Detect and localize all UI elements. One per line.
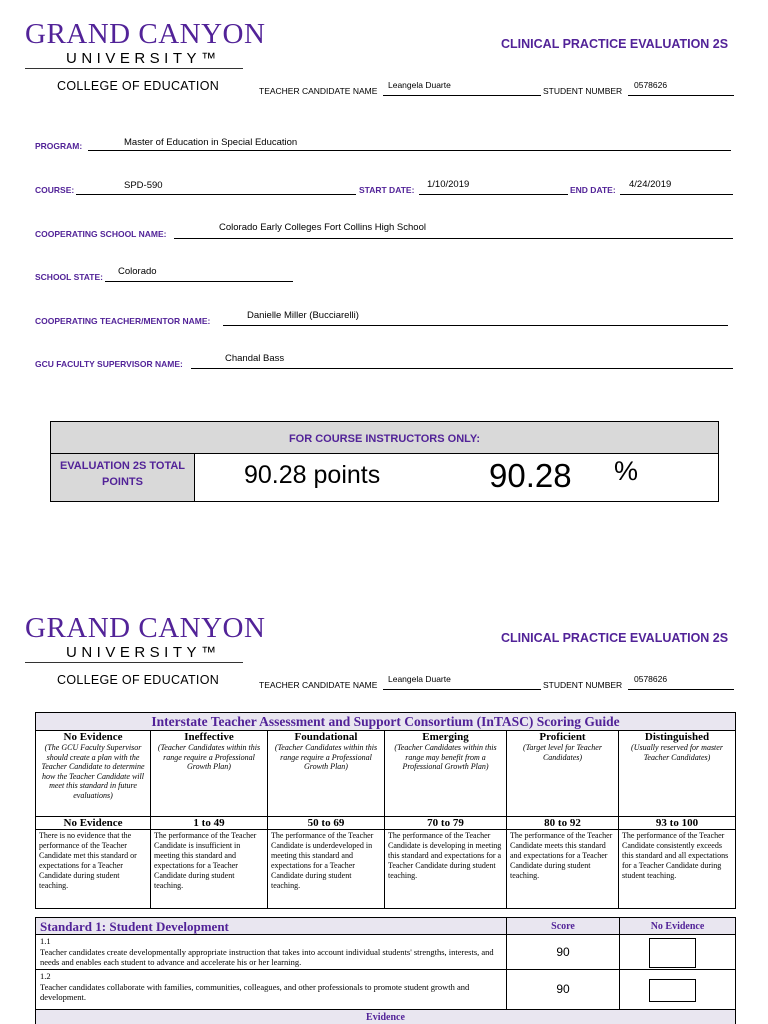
scoring-guide-columns [36,731,735,908]
evaluation-title: CLINICAL PRACTICE EVALUATION 2S [501,37,729,51]
gcu-logo-subtext: UNIVERSITY™ [66,50,221,67]
scoring-level-name: Ineffective [184,731,234,743]
cooperating-teacher-label: COOPERATING TEACHER/MENTOR NAME: [35,316,211,326]
scoring-level-header-cell [507,731,618,817]
no-evidence-column-header: No Evidence [619,918,735,935]
start-date-line [419,194,568,195]
standard-1-title: Standard 1: Student Development [40,919,229,934]
scoring-level-column [151,731,268,908]
start-date-label: START DATE: [359,185,415,195]
candidate-name-line [383,95,541,96]
gcu-logo-wordmark: GRAND CANYON [25,18,266,50]
scoring-level-description: There is no evidence that the performance of the Teacher Candidate met this standard or expectations for a Teacher Candidate during student teaching. [39,831,137,890]
percent-sign: % [614,456,639,486]
logo-divider [25,68,243,69]
scoring-level-column [268,731,385,908]
scoring-level-note: (Teacher Candidates within this range require a Professional Growth Plan) [157,743,261,772]
evidence-header: Evidence [36,1010,735,1024]
scoring-level-note: (The GCU Faculty Supervisor should create a plan with the Teacher Candidate to determine how the Teacher Candidate will meet this standard in future evaluations) [41,743,145,800]
student-number-label: STUDENT NUMBER [543,86,623,96]
scoring-level-column [36,731,151,908]
scoring-level-column [619,731,735,908]
standard-item-score: 90 [506,935,619,969]
cooperating-teacher-line [223,325,728,326]
school-state-label: SCHOOL STATE: [35,272,103,282]
scoring-level-note: (Usually reserved for master Teacher Candidates) [631,743,723,762]
standard-item-text [36,935,506,969]
course-value: SPD-590 [124,180,163,191]
standard-item-description: Teacher candidates create developmentally appropriate instruction that takes into account individual students' strengths, interests, and needs and enables each student to advance and accelerate his or her learning. [40,946,494,968]
instructor-box [50,421,719,502]
scoring-level-range: No Evidence [36,817,150,830]
candidate-name-label: TEACHER CANDIDATE NAME [259,86,378,96]
scoring-level-column [507,731,619,908]
end-date-value: 4/24/2019 [629,179,672,190]
candidate-name-label-2: TEACHER CANDIDATE NAME [259,680,378,690]
scoring-level-name: Foundational [294,731,358,743]
no-evidence-checkbox[interactable] [649,979,696,1002]
college-name: COLLEGE OF EDUCATION [57,79,220,93]
cooperating-school-line [174,238,733,239]
intasc-scoring-guide [35,712,736,909]
course-line [76,194,356,195]
student-number-value-2: 0578626 [634,674,668,684]
scoring-level-range: 93 to 100 [619,817,735,830]
program-label: PROGRAM: [35,141,83,151]
scoring-level-range: 80 to 92 [507,817,618,830]
no-evidence-cell [619,935,735,969]
standard-item-description: Teacher candidates collaborate with families, communities, colleagues, and other professionals to promote student growth and development. [40,981,470,1003]
standard-item-number: 1.2 [40,971,51,981]
scoring-level-name: Distinguished [644,731,710,743]
instructor-box-heading: FOR COURSE INSTRUCTORS ONLY: [51,422,718,454]
student-number-line [628,95,734,96]
scoring-level-header-cell [268,731,384,817]
standard-1-table [35,917,736,1024]
school-state-line [105,281,293,282]
faculty-supervisor-line [191,368,733,369]
college-name-2: COLLEGE OF EDUCATION [57,673,220,687]
scoring-level-range: 50 to 69 [268,817,384,830]
standard-item-score: 90 [506,970,619,1009]
scoring-level-range: 1 to 49 [151,817,267,830]
candidate-name-line-2 [383,689,541,690]
standard-1-header [36,918,735,935]
faculty-supervisor-label: GCU FACULTY SUPERVISOR NAME: [35,359,183,369]
total-points-label-line2: POINTS [102,476,143,488]
scoring-level-header-cell [36,731,150,817]
score-column-header: Score [506,918,619,935]
scoring-level-name: No Evidence [63,731,123,743]
candidate-name-value-2: Leangela Duarte [388,674,451,684]
scoring-guide-title: Interstate Teacher Assessment and Support Consortium (InTASC) Scoring Guide [36,713,735,731]
scoring-level-note: (Teacher Candidates within this range require a Professional Growth Plan) [274,743,378,772]
student-number-line-2 [628,689,734,690]
scoring-level-range: 70 to 79 [385,817,506,830]
standard-item-text [36,970,506,1004]
standard-item-number: 1.1 [40,936,51,946]
student-number-label-2: STUDENT NUMBER [543,680,623,690]
logo-divider-2 [25,662,243,663]
evaluation-title-2: CLINICAL PRACTICE EVALUATION 2S [501,631,729,645]
no-evidence-cell [619,970,735,1009]
gcu-logo-wordmark-2: GRAND CANYON [25,612,266,644]
student-number-value: 0578626 [634,80,668,90]
school-state-value: Colorado [118,266,157,277]
scoring-level-description: The performance of the Teacher Candidate is underdeveloped in meeting this standard and expectations for a Teacher Candidate during student teaching. [271,831,374,890]
scoring-level-name: Emerging [422,731,469,743]
scoring-level-header-cell [619,731,735,817]
total-points-label-line1: EVALUATION 2S TOTAL [59,460,186,472]
total-percent-value: 90.28 [489,457,572,494]
faculty-supervisor-value: Chandal Bass [225,353,285,364]
program-line [88,150,731,151]
end-date-label: END DATE: [570,185,616,195]
scoring-level-header-cell [385,731,506,817]
gcu-logo-subtext-2: UNIVERSITY™ [66,644,221,661]
cooperating-school-value: Colorado Early Colleges Fort Collins High School [219,222,426,233]
scoring-level-description: The performance of the Teacher Candidate is insufficient in meeting this standard and expectations for a Teacher Candidate during student teaching. [154,831,257,890]
scoring-level-description: The performance of the Teacher Candidate is developing in meeting this standard and expectations for a Teacher Candidate during student teaching. [388,831,502,880]
program-value: Master of Education in Special Education [124,137,298,148]
scoring-level-note: (Target level for Teacher Candidates) [523,743,602,762]
scoring-level-note: (Teacher Candidates within this range may benefit from a Professional Growth Plan) [394,743,497,772]
start-date-value: 1/10/2019 [427,179,470,190]
scoring-level-header-cell [151,731,267,817]
scoring-level-description: The performance of the Teacher Candidate consistently exceeds this standard and all expectations for a Teacher Candidate during student teaching. [622,831,729,880]
course-label: COURSE: [35,185,75,195]
scoring-level-description: The performance of the Teacher Candidate meets this standard and expectations for a Teacher Candidate during student teaching. [510,831,613,880]
scoring-level-name: Proficient [539,731,586,743]
no-evidence-checkbox[interactable] [649,938,696,968]
candidate-name-value: Leangela Duarte [388,80,451,90]
standard-item-row [36,935,735,970]
scoring-level-column [385,731,507,908]
end-date-line [620,194,733,195]
total-points-label [51,454,195,501]
total-points-value: 90.28 points [244,461,381,489]
cooperating-teacher-value: Danielle Miller (Bucciarelli) [247,310,359,321]
cooperating-school-label: COOPERATING SCHOOL NAME: [35,229,167,239]
standard-item-row [36,970,735,1010]
